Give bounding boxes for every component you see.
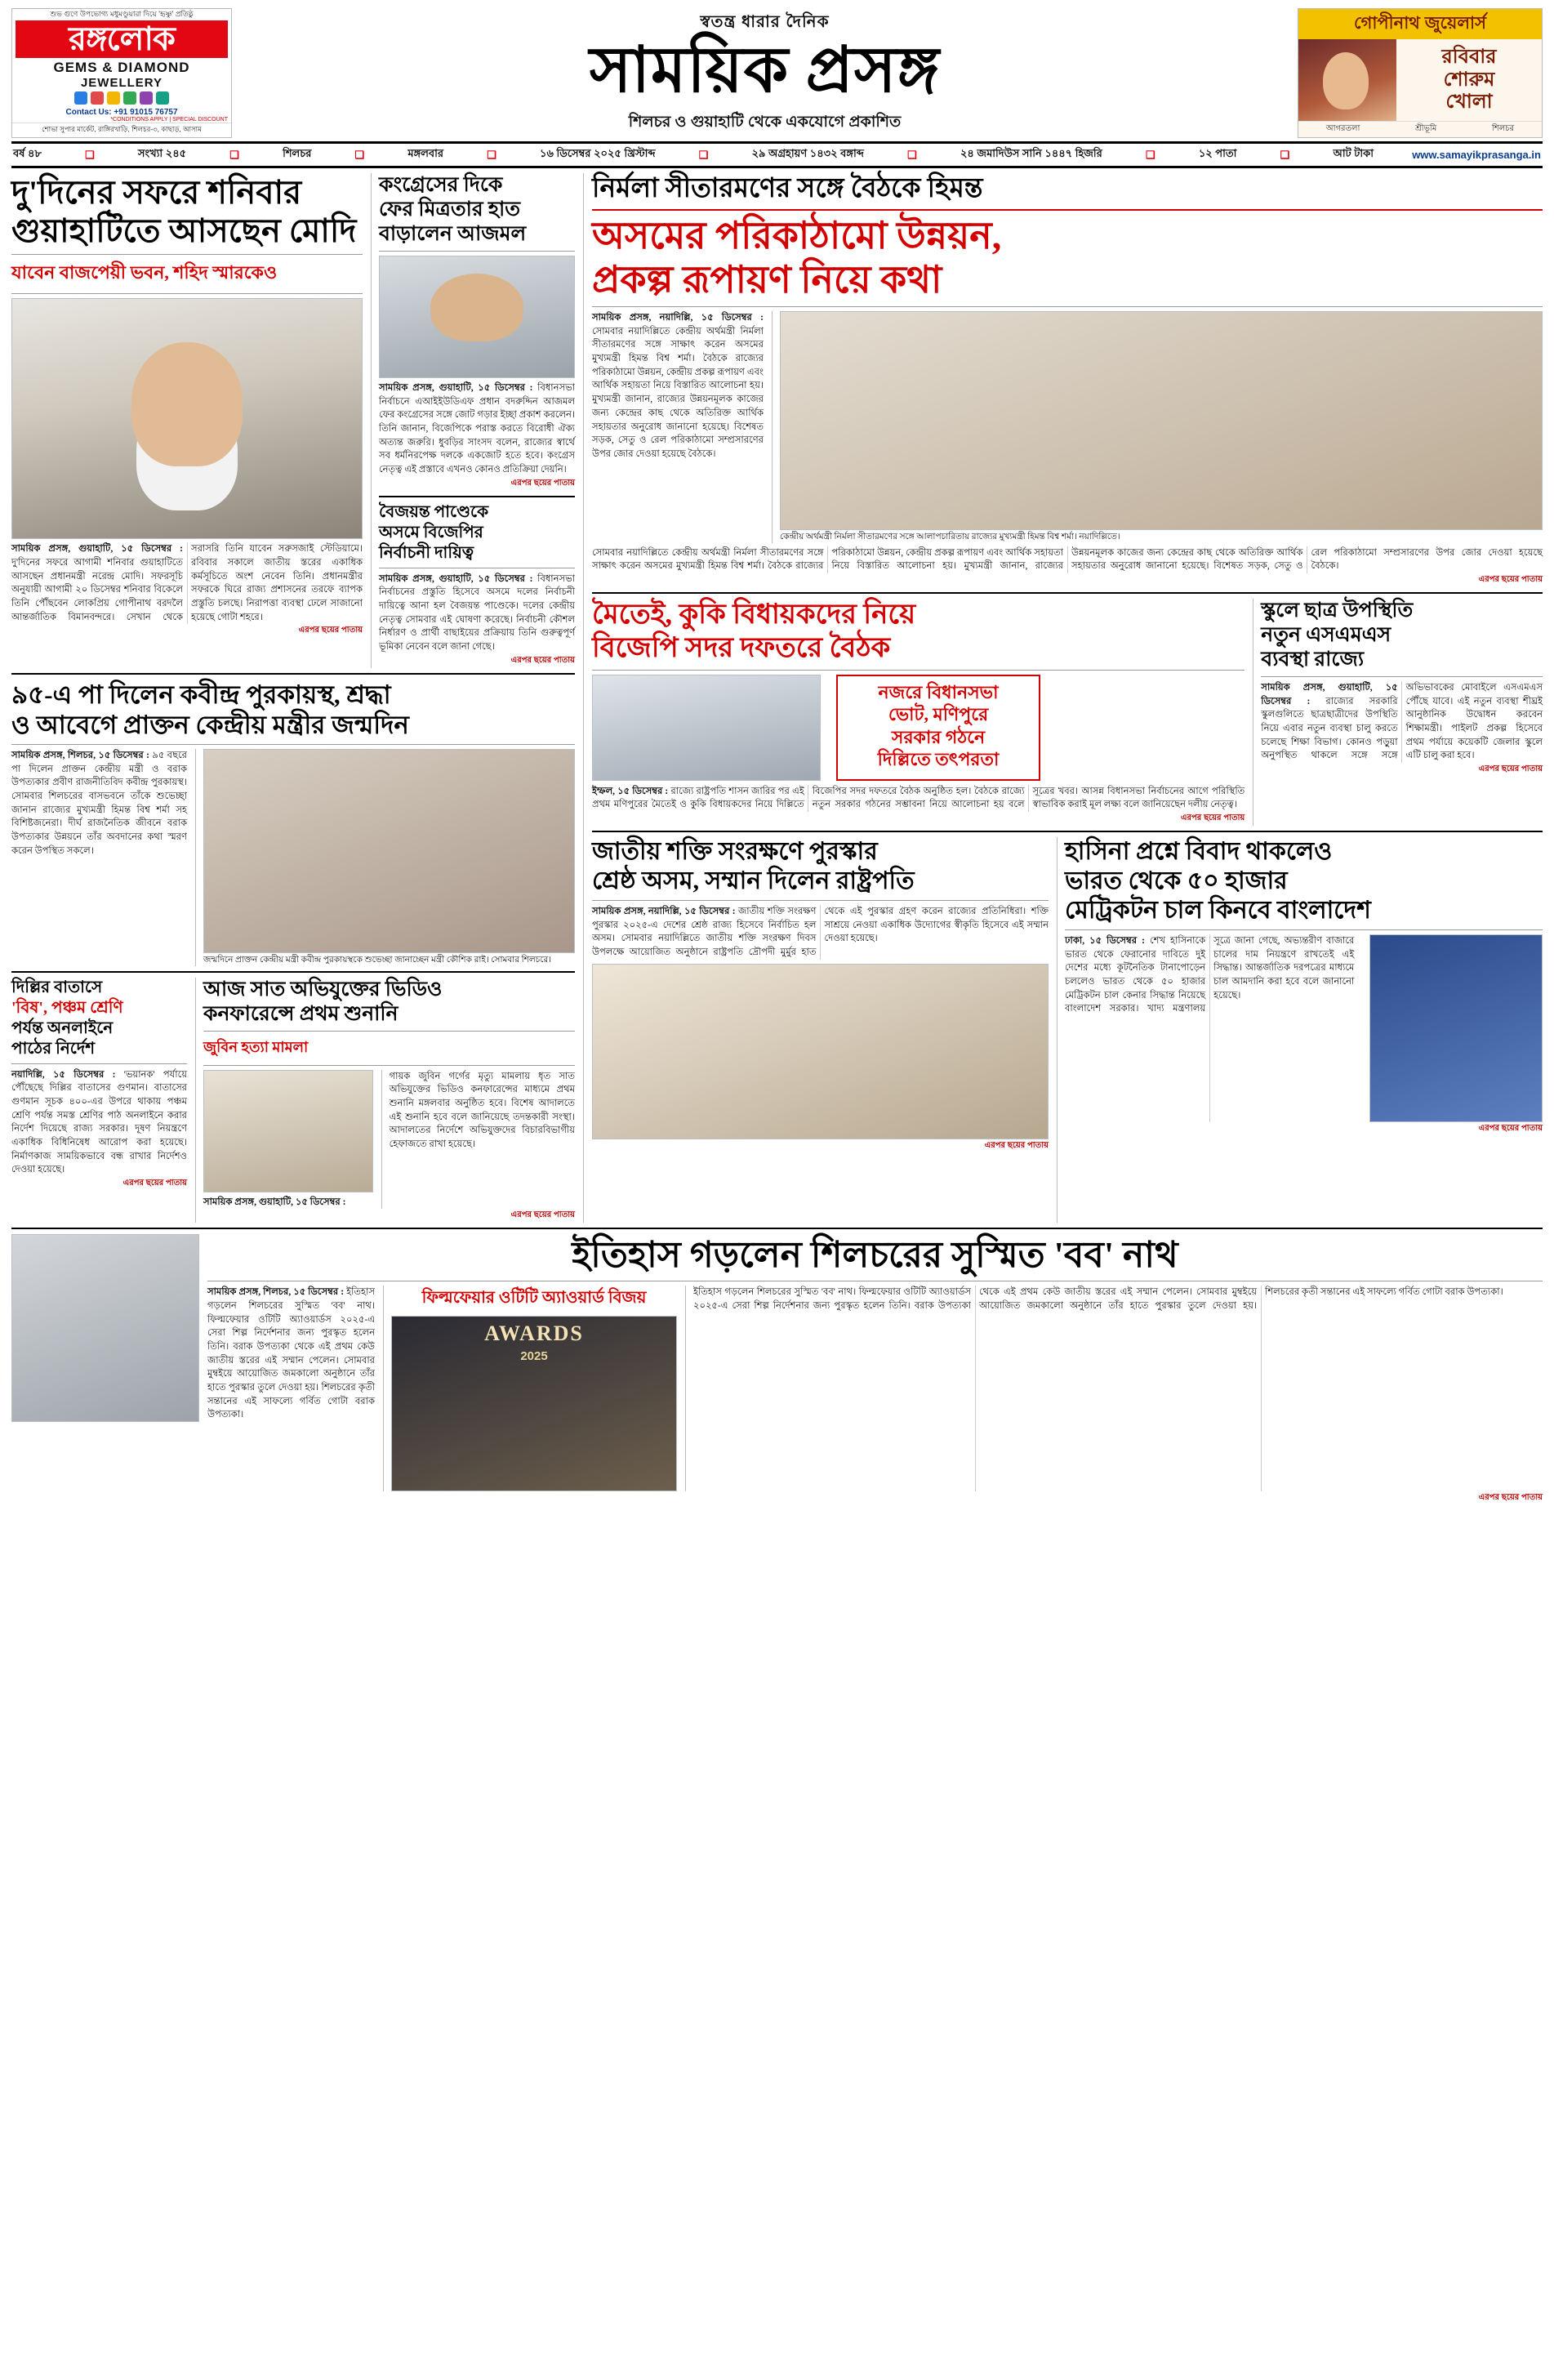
headline-line-1: স্কুলে ছাত্র উপস্থিতি <box>1261 599 1414 622</box>
headline-line-1: দিল্লির বাতাসে <box>11 978 103 996</box>
photo-bottom-left-ad <box>11 1234 199 1422</box>
story-delhi-dateline: নয়াদিল্লি, ১৫ ডিসেম্বর : <box>11 1069 116 1080</box>
story-himanta-body-col1 <box>592 311 764 543</box>
headline-line-1: ৯৫-এ পা দিলেন কবীন্দ্র পুরকায়স্থ, শ্রদ্ধা <box>11 680 391 709</box>
story-himanta-photo-block <box>772 311 1543 543</box>
ad-gopinath-title: গোপীনাথ জুয়েলার্স <box>1298 9 1542 39</box>
ad-line-2: শোরুম <box>1443 68 1495 91</box>
story-kabindra-body-col1 <box>11 749 187 966</box>
photo-manipur-leader <box>592 675 821 781</box>
story-meitei-callout-box <box>836 675 1040 781</box>
photo-kabindra-greeting <box>203 749 575 953</box>
story-kabindra-text: ৯৫ বছরে পা দিলেন প্রাক্তন কেন্দ্রীয় মন্ত্রী ও বরাক উপত্যকার প্রবীণ রাজনীতিবিদ কবীন্দ্র পুরকায়স্থ। সোমবার শিলচরের বাসভবনে তাঁকে শুভেচ্ছা জানান রাজ্যের মুখ্যমন্ত্রী হিমন্ত বিশ্ব শর্মা সহ বিশিষ্টজনেরা। দীর্ঘ রাজনৈতিক জীবনে বরাক উপত্যকার উন্নয়নে তাঁর অবদানের কথা স্মরণ করেন উপস্থিত সকলে। <box>11 751 187 856</box>
ad-branch-list <box>1298 121 1542 137</box>
story-ajmal-headline <box>379 173 575 247</box>
headline-line-4: পাঠের নির্দেশ <box>11 1039 96 1058</box>
story-energy-continued[interactable]: এরপর ছয়ের পাতায় <box>984 1140 1049 1150</box>
caption-himanta: কেন্দ্রীয় অর্থমন্ত্রী নির্মলা সীতারমণের সঙ্গে আলাপচারিতায় রাজ্যের মুখ্যমন্ত্রী হিমন্ত বিশ্ব শর্মা। নয়াদিল্লিতে। <box>780 533 1120 542</box>
story-meitei-kuki[interactable] <box>592 599 1245 826</box>
divider-icon: ❑ <box>487 148 496 161</box>
story-kabindra-photo-block <box>195 749 575 966</box>
headline-line-3: নির্বাচনী দায়িত্ব <box>379 543 474 562</box>
photo-narendra-modi <box>11 298 363 539</box>
bottom-left-spacer <box>11 1234 199 1505</box>
ad-gopinath-message <box>1396 39 1542 121</box>
issue-place: শিলচর <box>283 147 312 159</box>
headline-line-2: ভারত থেকে ৫০ হাজার <box>1065 867 1288 895</box>
headline-line-2: 'বিষ', পঞ্চম শ্রেণি <box>11 998 123 1017</box>
headline-line-3: মেট্রিকটন চাল কিনবে বাংলাদেশ <box>1065 897 1371 925</box>
story-energy-headline <box>592 837 1049 896</box>
story-zubeen-case[interactable] <box>195 978 575 1223</box>
left-column-group <box>11 173 575 1223</box>
issue-year: বর্ষ ৪৮ <box>13 147 42 159</box>
ad-model-photo <box>1298 39 1396 121</box>
story-ajmal-body <box>379 381 575 477</box>
row-energy-bangladesh <box>592 837 1543 1223</box>
ad-logo-text: রঙ্গলোক <box>16 20 228 58</box>
story-susmit-continued[interactable]: এরপর ছয়ের পাতায় <box>1478 1493 1543 1503</box>
story-zubeen-text: গায়ক জুবিন গর্গের মৃত্যু মামলায় ধৃত সাত অভিযুক্তের ভিডিও কনফারেন্সের মাধ্যমে প্রথম শুনানি মঙ্গলবার অনুষ্ঠিত হবে। বিশেষ আদালতে এই শুনানি হবে বলে জানিয়েছে তদন্তকারী সংস্থা। আদালতের নির্দেশে অভিযুক্তদের বিচারবিভাগীয় হেফাজতে রাখা হয়েছে। <box>389 1071 575 1150</box>
caption-kabindra: জন্মদিনে প্রাক্তন কেন্দ্রীয় মন্ত্রী কবীন্দ্র পুরকায়স্থকে শুভেচ্ছা জানাচ্ছেন মন্ত্রী কৌশিক রাই। সোমবার শিলচরে। <box>203 956 552 965</box>
masthead-center <box>238 8 1291 138</box>
ad-branch-silchar: শিলচর <box>1492 124 1515 133</box>
headline-line-1: দু'দিনের সফরে শনিবার <box>11 174 302 211</box>
story-himanta-extra-columns <box>592 546 1543 573</box>
issue-date-bengali: ২৯ অগ্রহায়ণ ১৪৩২ বঙ্গাব্দ <box>751 147 864 159</box>
story-zubeen-headline <box>203 978 575 1027</box>
story-zubeen-label: জুবিন হত্যা মামলা <box>203 1038 309 1055</box>
story-meitei-dateline: ইম্ফল, ১৫ ডিসেম্বর : <box>592 786 669 796</box>
story-bijayanta-body <box>379 573 575 654</box>
headline-line-1: হাসিনা প্রশ্নে বিবাদ থাকলেও <box>1065 838 1333 866</box>
story-ajmal[interactable] <box>371 173 575 668</box>
headline-line-2: অসমে বিজেপির <box>379 523 483 542</box>
story-susmit-text: ইতিহাস গড়লেন শিলচরের সুস্মিত 'বব' নাথ। ফিল্মফেয়ার ওটিটি অ্যাওয়ার্ডস ২০২৫-এ সেরা শিল্প নির্দেশনার জন্য পুরস্কৃত হলেন তিনি। বরাক উপত্যকা থেকে এই প্রথম কেউ জাতীয় স্তরের এই সম্মান পেলেন। সোমবার মুম্বইয়ে আয়োজিত জমকালো অনুষ্ঠানে তাঁর হাতে পুরস্কার তুলে দেওয়া হয়। শিলচরের কৃতী সন্তানের এই সাফল্যে গর্বিত গোটা বরাক উপত্যকা। <box>207 1287 376 1420</box>
story-himanta-headline <box>592 214 1543 303</box>
story-himanta-continued[interactable]: এরপর ছয়ের পাতায় <box>1478 575 1543 585</box>
story-modi-body <box>11 542 363 624</box>
headline-line-2: ও আবেগে প্রাক্তন কেন্দ্রীয় মন্ত্রীর জন্মদিন <box>11 710 409 739</box>
story-delhi-text: 'ভয়ানক' পর্যায়ে পৌঁছেছে দিল্লির বাতাসের গুণমান। বাতাসের গুণমান সূচক ৪০০-এর উপরে থাকায় পঞ্চম শ্রেণি পর্যন্ত সমস্ত শ্রেণির পাঠ অনলাইনে করার নির্দেশ দিয়েছে রাজ্য সরকার। দূষণ নিয়ন্ত্রণে একাধিক বিধিনিষেধ আরোপ করা হয়েছে। নির্মাণকাজ সাময়িকভাবে বন্ধ রাখার নির্দেশও দেওয়া হয়েছে। <box>11 1069 187 1175</box>
advertisement-left-rongolok[interactable] <box>11 8 232 138</box>
ad-top-line: শুভ গুণে উপভোগ্য মধুমণ্ডুয়ারা দিয়ে 'হৃষ্ণু' প্রতিষ্ঠু <box>50 10 194 18</box>
story-susmit-text-continued: ইতিহাস গড়লেন শিলচরের সুস্মিত 'বব' নাথ। ফিল্মফেয়ার ওটিটি অ্যাওয়ার্ডস ২০২৫-এ সেরা শিল্প নির্দেশনার জন্য পুরস্কৃত হলেন তিনি। বরাক উপত্যকা থেকে এই প্রথম কেউ জাতীয় স্তরের এই সম্মান পেলেন। সোমবার মুম্বইয়ে আয়োজিত জমকালো অনুষ্ঠানে তাঁর হাতে পুরস্কার তুলে দেওয়া হয়। শিলচরের কৃতী সন্তানের এই সাফল্যে গর্বিত গোটা বরাক উপত্যকা। <box>693 1287 1503 1311</box>
story-susmit-body-col1 <box>207 1286 375 1491</box>
headline-line-2: নতুন এসএমএস <box>1261 624 1391 647</box>
headline-line-1: বৈজয়ন্ত পাণ্ডেকে <box>379 502 489 521</box>
photo-zubeen-accused <box>203 1070 373 1192</box>
main-content <box>11 173 1543 1223</box>
story-school-dateline: সাময়িক প্রসঙ্গ, গুয়াহাটি, ১৫ ডিসেম্বর : <box>1261 683 1398 706</box>
story-bijayanta-text: বিধানসভা নির্বাচনের প্রস্তুতি হিসেবে অসমে দলের নির্বাচনী দায়িত্বে আনা হল বৈজয়ন্ত পাণ্ডেকে। দলের কেন্দ্রীয় নেতৃত্ব সোমবার এই ঘোষণা করেছে। নির্বাচনী কৌশল নির্ধারণ ও প্রার্থী বাছাইয়ের প্রক্রিয়ায় তিনি গুরুত্বপূর্ণ ভূমিকা নেবেন বলে জানা গেছে। <box>379 573 575 653</box>
story-susmit-photo-block <box>383 1286 677 1491</box>
story-bangladesh-dateline: ঢাকা, ১৫ ডিসেম্বর : <box>1065 936 1145 947</box>
story-ajmal-text: বিধানসভা নির্বাচনে এআইইউডিএফ প্রধান বদরুদ্দিন আজমল ফের কংগ্রেসের সঙ্গে জোট গড়ার ইচ্ছা প্রকাশ করলেন। তিনি জানান, বিজেপিকে পরাস্ত করতে বিরোধী ঐক্য অত্যন্ত জরুরি। ধুবড়ির সাংসদ বলেন, রাজ্যের স্বার্থে সব ধর্মনিরপেক্ষ দলকে একজোট হতে হবে। কংগ্রেস নেতৃত্ব এই প্রস্তাবে এখনও কোনও প্রতিক্রিয়া দেয়নি। <box>379 383 575 475</box>
divider-icon: ❑ <box>85 148 95 161</box>
callout-line-1: নজরে বিধানসভা <box>878 681 999 702</box>
photo-awards-year-text: 2025 <box>520 1349 548 1364</box>
photo-muhammad-yunus <box>1369 934 1543 1122</box>
issue-number: সংখ্যা ২৪৫ <box>137 147 187 159</box>
story-meitei-headline <box>592 599 1245 666</box>
story-himanta-dateline: সাময়িক প্রসঙ্গ, নয়াদিল্লি, ১৫ ডিসেম্বর : <box>592 313 764 323</box>
story-himanta-text: সোমবার নয়াদিল্লিতে কেন্দ্রীয় অর্থমন্ত্রী নির্মলা সীতারমণের সঙ্গে সাক্ষাৎ করেন অসমের মুখ্যমন্ত্রী হিমন্ত বিশ্ব শর্মা। বৈঠকে রাজ্যের পরিকাঠামো উন্নয়ন, কেন্দ্রীয় প্রকল্প রূপায়ণ এবং আর্থিক সহায়তা নিয়ে বিস্তারিত আলোচনা হয়। মুখ্যমন্ত্রী জানান, রাজ্যের উন্নয়নমূলক কাজের জন্য কেন্দ্রের কাছ থেকে অতিরিক্ত আর্থিক সহায়তার অনুরোধ জানানো হয়েছে। বিশেষত সড়ক, সেতু ও রেল পরিকাঠামো সম্প্রসারণের উপর জোর দেওয়া হয়েছে বৈঠকে। <box>592 326 764 459</box>
headline-line-1: আজ সাত অভিযুক্তের ভিডিও <box>203 978 443 1001</box>
story-bangladesh-continued[interactable]: এরপর ছয়ের পাতায় <box>1478 1124 1543 1134</box>
story-energy-text: জাতীয় শক্তি সংরক্ষণ পুরস্কার ২০২৫-এ দেশের শ্রেষ্ঠ রাজ্য হিসেবে নির্বাচিত হল অসম। সোমবার নয়াদিল্লিতে জাতীয় শক্তি সংরক্ষণ দিবস উপলক্ষে আয়োজিত অনুষ্ঠানে রাষ্ট্রপতি দ্রৌপদী মুর্মুর হাত থেকে এই পুরস্কার গ্রহণ করেন রাজ্যের প্রতিনিধিরা। শক্তি সাশ্রয়ে নেওয়া একাধিক উদ্যোগের স্বীকৃতি হিসেবে এই সম্মান দেওয়া হয়েছে। <box>592 907 1049 958</box>
issue-info-bar <box>11 144 1543 168</box>
ad-line-1: রবিবার <box>1441 46 1497 68</box>
story-modi-subhead: যাবেন বাজপেয়ী ভবন, শহিদ স্মারকেও <box>11 262 278 283</box>
headline-line-2: ফের মিত্রতার হাত <box>379 198 520 221</box>
story-susmit-nath[interactable] <box>11 1234 1543 1505</box>
story-zubeen-dateline: সাময়িক প্রসঙ্গ, গুয়াহাটি, ১৫ ডিসেম্বর : <box>203 1197 346 1207</box>
divider-icon: ❑ <box>907 148 917 161</box>
headline-line-1: কংগ্রেসের দিকে <box>379 174 503 196</box>
ad-line-3: খোলা <box>1445 91 1493 114</box>
headline-line-1: মৈতেই, কুকি বিধায়কদের নিয়ে <box>592 599 916 631</box>
story-school-text: রাজ্যের সরকারি স্কুলগুলিতে ছাত্রছাত্রীদের উপস্থিতি নিয়ে এবার নতুন ব্যবস্থা চালু করতে চলেছে শিক্ষা বিভাগ। কোনও পড়ুয়া অনুপস্থিত থাকলে সঙ্গে সঙ্গে অভিভাবকের মোবাইলে এসএমএস পৌঁছে যাবে। এই নতুন ব্যবস্থা শীঘ্রই আনুষ্ঠানিক উদ্বোধন করবেন শিক্ষামন্ত্রী। পাইলট প্রকল্প হিসেবে প্রথম পর্যায়ে কয়েকটি জেলার স্কুলে এটি চালু করা হবে। <box>1261 683 1543 761</box>
headline-line-3: ব্যবস্থা রাজ্যে <box>1261 648 1365 671</box>
story-susmit-headline: ইতিহাস গড়লেন শিলচরের সুস্মিত 'বব' নাথ <box>572 1235 1178 1276</box>
story-delhi-air[interactable] <box>11 978 187 1223</box>
divider-icon: ❑ <box>1280 148 1290 161</box>
divider-icon: ❑ <box>354 148 365 161</box>
headline-line-3: পর্যন্ত অনলাইনে <box>11 1018 114 1037</box>
headline-line-1: অসমের পরিকাঠামো উন্নয়ন, <box>592 214 1002 256</box>
masthead-tagline-top: স্বতন্ত্র ধারার দৈনিক <box>700 13 830 31</box>
photo-himanta-sitharaman <box>780 311 1543 530</box>
issue-page-count: ১২ পাতা <box>1198 147 1237 159</box>
story-bijayanta-headline <box>379 502 575 564</box>
story-meitei-text: রাজ্যে রাষ্ট্রপতি শাসন জারির পর এই প্রথম মণিপুরের মৈতেই ও কুকি বিধায়কদের নিয়ে দিল্লিতে বিজেপির সদর দফতরে বৈঠক অনুষ্ঠিত হল। বৈঠকে রাজ্যে নতুন সরকার গঠনের সম্ভাবনা নিয়ে আলোচনা হয় বলে সূত্রের খবর। আসন্ন বিধানসভা নির্বাচনের আগে পরিস্থিতি স্বাভাবিক করাই মূল লক্ষ্য বলে জানিয়েছেন দলীয় নেতৃত্ব। <box>592 786 1245 810</box>
story-zubeen-body-col1 <box>203 1196 373 1210</box>
story-bangladesh-headline <box>1065 837 1543 925</box>
story-susmit-body-col3 <box>685 1286 1543 1491</box>
ad-subtitle-jewellery: JEWELLERY <box>80 75 163 90</box>
story-energy-body <box>592 905 1049 960</box>
story-modi-dateline: সাময়িক প্রসঙ্গ, গুয়াহাটি, ১৫ ডিসেম্বর : <box>11 544 183 555</box>
story-kabindra-headline <box>11 680 575 740</box>
headline-line-2: শ্রেষ্ঠ অসম, সম্মান দিলেন রাষ্ট্রপতি <box>592 867 915 895</box>
story-kabindra-birthday[interactable] <box>11 680 575 966</box>
story-susmit-subhead: ফিল্মফেয়ার ওটিটি অ্যাওয়ার্ড বিজয় <box>421 1289 647 1308</box>
issue-price: আট টাকা <box>1333 147 1374 159</box>
ad-disclaimer: *CONDITIONS APPLY | SPECIAL DISCOUNT <box>110 116 228 123</box>
story-modi-continued[interactable]: এরপর ছয়ের পাতায় <box>298 626 363 635</box>
story-ajmal-continued[interactable]: এরপর ছয়ের পাতায় <box>510 478 575 488</box>
story-meitei-body <box>592 785 1245 812</box>
story-delhi-body <box>11 1068 187 1177</box>
headline-line-2: গুয়াহাটিতে আসছেন মোদি <box>11 212 357 250</box>
callout-line-4: দিল্লিতে তৎপরতা <box>877 749 1000 770</box>
issue-day: মঙ্গলবার <box>407 147 444 159</box>
headline-line-1: জাতীয় শক্তি সংরক্ষণে পুরস্কার <box>592 838 878 866</box>
story-bangladesh-text: শেখ হাসিনাকে ভারত থেকে ফেরানোর দাবিতে দুই দেশের মধ্যে কূটনৈতিক টানাপোড়েন চললেও ভারত থেকে ৫০ হাজার মেট্রিকটন চাল কেনার সিদ্ধান্ত নিয়েছে বাংলাদেশ সরকার। খাদ্য মন্ত্রণালয় সূত্রে জানা গেছে, অভ্যন্তরীণ বাজারে চালের দাম নিয়ন্ত্রণে রাখতেই এই সিদ্ধান্ত। আন্তর্জাতিক দরপত্রের মাধ্যমে চাল আমদানি করা হবে বলে জানানো হয়েছে। <box>1065 936 1355 1014</box>
issue-date-gregorian: ১৬ ডিসেম্বর ২০২৫ খ্রিস্টাব্দ <box>540 147 656 159</box>
divider-icon: ❑ <box>229 148 239 161</box>
story-school-headline <box>1261 599 1543 672</box>
divider-icon: ❑ <box>698 148 709 161</box>
callout-line-3: সরকার গঠনে <box>891 726 986 747</box>
story-energy-award[interactable] <box>592 837 1049 1223</box>
ad-address: শোভা সুপার মার্কেট, রাঙ্গিরখাড়ি, শিলচর-৩, কাছাড়, আসাম <box>12 123 231 136</box>
story-himanta-text-continued: সোমবার নয়াদিল্লিতে কেন্দ্রীয় অর্থমন্ত্রী নির্মলা সীতারমণের সঙ্গে সাক্ষাৎ করেন অসমের মুখ্যমন্ত্রী হিমন্ত বিশ্ব শর্মা। বৈঠকে রাজ্যের পরিকাঠামো উন্নয়ন, কেন্দ্রীয় প্রকল্প রূপায়ণ এবং আর্থিক সহায়তা নিয়ে বিস্তারিত আলোচনা হয়। মুখ্যমন্ত্রী জানান, রাজ্যের উন্নয়নমূলক কাজের জন্য কেন্দ্রের কাছ থেকে অতিরিক্ত আর্থিক সহায়তার অনুরোধ জানানো হয়েছে। বিশেষত সড়ক, সেতু ও রেল পরিকাঠামো সম্প্রসারণের উপর জোর দেওয়া হয়েছে বৈঠকে। <box>592 547 1543 572</box>
divider-icon: ❑ <box>1145 148 1155 161</box>
photo-awards-banner-text: AWARDS <box>484 1321 584 1346</box>
story-school-body <box>1261 681 1543 763</box>
ad-branch-agartala: আগরতলা <box>1325 124 1360 133</box>
story-zubeen-body-col2 <box>381 1070 575 1210</box>
story-zubeen-continued[interactable]: এরপর ছয়ের পাতায় <box>510 1210 575 1220</box>
ad-contact[interactable]: Contact Us: +91 91015 76757 <box>65 107 178 117</box>
headline-line-2: বিজেপি সদর দফতরে বৈঠক <box>592 632 891 663</box>
story-school-continued[interactable]: এরপর ছয়ের পাতায় <box>1478 764 1543 774</box>
story-bangladesh-body <box>1065 934 1354 1122</box>
headline-line-3: বাড়ালেন আজমল <box>379 223 527 245</box>
ad-subtitle-gems: GEMS & DIAMOND <box>53 59 190 75</box>
story-modi-text: দু'দিনের সফরে আগামী শনিবার গুয়াহাটিতে আসছেন প্রধানমন্ত্রী নরেন্দ্র মোদি। সফরসূচি অনুযায়ী আগামী ২০ ডিসেম্বর শনিবার বিকেলে তিনি পৌঁছবেন লোকপ্রিয় গোপীনাথ বরদলৈ আন্তর্জাতিক বিমানবন্দরে। সেখান থেকে সরাসরি তিনি যাবেন সরুসজাই স্টেডিয়ামে। রবিবার সকালে জাতীয় স্তরের একাধিক কর্মসূচিতে অংশ নেবেন তিনি। প্রধানমন্ত্রীর সফরকে ঘিরে রাজ্য প্রশাসনের তরফে ব্যাপক প্রস্তুতি চলছে। নিরাপত্তা ব্যবস্থা ঢেলে সাজানো হয়েছে গোটা শহরে। <box>11 544 363 622</box>
story-energy-dateline: সাময়িক প্রসঙ্গ, নয়াদিল্লি, ১৫ ডিসেম্বর : <box>592 907 736 917</box>
story-bijayanta-dateline: সাময়িক প্রসঙ্গ, গুয়াহাটি, ১৫ ডিসেম্বর : <box>379 573 533 584</box>
right-column-group <box>583 173 1543 1223</box>
headline-line-2: প্রকল্প রূপায়ণ নিয়ে কথা <box>592 258 942 301</box>
story-himanta-kicker: নির্মলা সীতারমণের সঙ্গে বৈঠকে হিমন্ত <box>592 174 983 203</box>
story-modi-visit[interactable] <box>11 173 363 668</box>
story-meitei-continued[interactable]: এরপর ছয়ের পাতায় <box>1180 813 1245 823</box>
story-susmit-dateline: সাময়িক প্রসঙ্গ, শিলচর, ১৫ ডিসেম্বর : <box>207 1287 345 1298</box>
gem-icons <box>12 90 231 106</box>
headline-line-2: কনফারেন্সে প্রথম শুনানি <box>203 1002 399 1025</box>
story-bijayanta-continued[interactable]: এরপর ছয়ের পাতায় <box>510 655 575 665</box>
issue-date-hijri: ২৪ জমাদিউস সানি ১৪৪৭ হিজরি <box>960 147 1102 159</box>
story-himanta-meeting[interactable] <box>592 173 1543 587</box>
masthead <box>11 8 1543 144</box>
masthead-subtitle: শিলচর ও গুয়াহাটি থেকে একযোগে প্রকাশিত <box>628 114 902 131</box>
advertisement-right-gopinath[interactable] <box>1298 8 1543 138</box>
callout-line-2: ভোট, মণিপুরে <box>888 704 989 725</box>
row-meitei-school <box>592 599 1543 826</box>
story-ajmal-dateline: সাময়িক প্রসঙ্গ, গুয়াহাটি, ১৫ ডিসেম্বর : <box>379 383 533 393</box>
story-school-sms[interactable] <box>1253 599 1543 826</box>
photo-badruddin-ajmal <box>379 256 575 378</box>
website-link[interactable]: www.samayikprasanga.in <box>1412 149 1541 161</box>
newspaper-title: সাময়িক প্রসঙ্গ <box>589 34 941 105</box>
story-kabindra-dateline: সাময়িক প্রসঙ্গ, শিলচর, ১৫ ডিসেম্বর : <box>11 751 149 761</box>
story-bangladesh-rice[interactable] <box>1057 837 1543 1223</box>
story-delhi-headline <box>11 978 187 1059</box>
story-delhi-continued[interactable]: এরপর ছয়ের পাতায় <box>122 1179 187 1188</box>
photo-filmfare-award <box>391 1316 677 1491</box>
story-modi-headline <box>11 173 363 250</box>
ad-branch-srivumi: শ্রীভূমি <box>1415 124 1437 133</box>
photo-president-award <box>592 964 1049 1139</box>
